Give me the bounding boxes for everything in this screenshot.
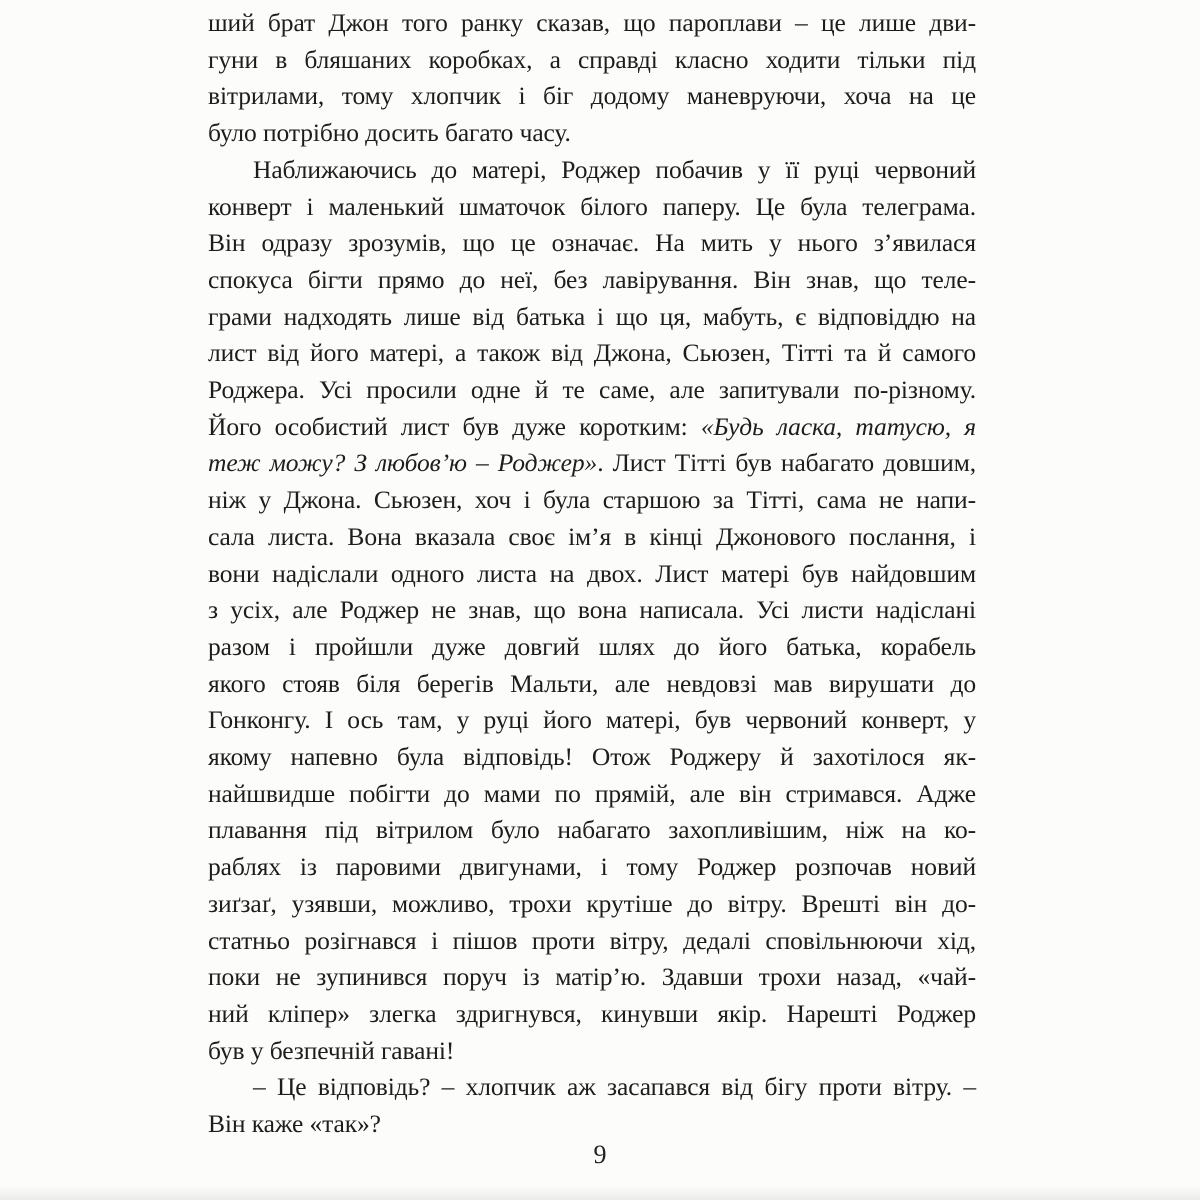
scan-artifact <box>0 1186 1200 1200</box>
paragraph <box>208 1069 976 1142</box>
text-run: . Лист Тітті був набагато довшим, <box>597 448 977 478</box>
text-run: Наближаючись до матері, Роджер побачив у її руці червоний <box>253 154 976 184</box>
text-run: спокуса бігти прямо до неї, без лавірування. Він знав, що теле- <box>208 264 976 294</box>
text-line <box>208 776 976 813</box>
text-line <box>208 445 976 482</box>
text-line <box>208 519 976 556</box>
text-line <box>208 1069 976 1106</box>
text-run: ший брат Джон того ранку сказав, що пароплави – це лише дви- <box>208 8 976 37</box>
text-line <box>208 225 976 262</box>
text-line <box>208 1033 976 1070</box>
text-line <box>208 42 976 79</box>
text-run: Гонконгу. І ось там, у руці його матері, був червоний конверт, у <box>208 705 976 735</box>
text-run: найшвидше побігти до мами по прямій, але він стримався. Адже <box>208 778 976 808</box>
text-line <box>208 482 976 519</box>
italic-text-run: теж можу? З любов’ю – Роджер» <box>208 448 598 478</box>
text-run: зиґзаґ, узявши, можливо, трохи крутіше до вітру. Врешті він до- <box>208 888 976 918</box>
text-run: було потрібно досить багато часу. <box>208 118 571 148</box>
text-line <box>208 189 976 226</box>
paragraph <box>208 5 976 152</box>
text-run: якого стояв біля берегів Мальти, але невдовзі мав вирушати до <box>208 668 976 698</box>
text-line <box>208 299 976 336</box>
text-line <box>208 849 976 886</box>
text-run: якому напевно була відповідь! Отож Роджеру й захотілося як- <box>208 742 976 772</box>
text-run: грами надходять лише від батька і що ця, мабуть, є відповіддю на <box>208 301 976 331</box>
text-line <box>208 959 976 996</box>
text-line <box>208 629 976 666</box>
text-line <box>208 372 976 409</box>
paragraph <box>208 152 976 1070</box>
text-line <box>208 666 976 703</box>
text-run: ний кліпер» злегка здригнувся, кинувши якір. Нарешті Роджер <box>208 998 976 1028</box>
text-line <box>208 886 976 923</box>
text-run: плавання під вітрилом було набагато захопливішим, ніж на ко- <box>208 815 976 845</box>
text-line <box>208 115 976 152</box>
text-line <box>208 739 976 776</box>
text-run: поки не зупинився поруч із матір’ю. Здавши трохи назад, «чай- <box>208 962 976 992</box>
text-run: статньо розігнався і пішов проти вітру, дедалі сповільнюючи хід, <box>208 925 976 955</box>
text-run: з усіх, але Роджер не знав, що вона написала. Усі листи надіслані <box>208 595 976 625</box>
text-line <box>208 152 976 189</box>
text-run: вітрилами, тому хлопчик і біг додому маневруючи, хоча на це <box>208 81 976 111</box>
text-run: був у безпечній гавані! <box>208 1035 455 1065</box>
text-line <box>208 335 976 372</box>
text-run: Він каже «так»? <box>208 1109 381 1139</box>
page-text <box>208 5 976 1143</box>
page-number: 9 <box>593 1140 607 1169</box>
text-run: гуни в бляшаних коробках, а справді класно ходити тільки під <box>208 44 976 74</box>
italic-text-run: «Будь ласка, татусю, я <box>700 411 976 441</box>
text-run: раблях із паровими двигунами, і тому Роджер розпочав новий <box>208 852 976 882</box>
text-run: лист від його матері, а також від Джона, Сьюзен, Тітті та й самого <box>208 338 976 368</box>
text-line <box>208 923 976 960</box>
text-line <box>208 812 976 849</box>
text-line <box>208 262 976 299</box>
text-line <box>208 5 976 42</box>
text-run: ніж у Джона. Сьюзен, хоч і була старшою за Тітті, сама не напи- <box>208 485 976 515</box>
text-line <box>208 592 976 629</box>
text-line <box>208 996 976 1033</box>
text-run: конверт і маленький шматочок білого паперу. Це була телеграма. <box>208 191 976 221</box>
text-run: сала листа. Вона вказала своє ім’я в кінці Джонового послання, і <box>208 521 976 551</box>
text-run: – Це відповідь? – хлопчик аж засапався від бігу проти вітру. – <box>253 1072 976 1102</box>
text-run: разом і пройшли дуже довгий шлях до його батька, корабель <box>208 631 976 661</box>
text-run: Роджера. Усі просили одне й те саме, але запитували по-різному. <box>208 375 976 405</box>
text-run: вони надіслали одного листа на двох. Лист матері був найдовшим <box>208 558 976 588</box>
text-line <box>208 1106 976 1143</box>
text-line <box>208 78 976 115</box>
text-run: Його особистий лист був дуже коротким: <box>208 411 701 441</box>
text-line <box>208 556 976 593</box>
text-line <box>208 409 976 446</box>
text-run: Він одразу зрозумів, що це означає. На мить у нього з’явилася <box>208 228 976 258</box>
text-line <box>208 702 976 739</box>
